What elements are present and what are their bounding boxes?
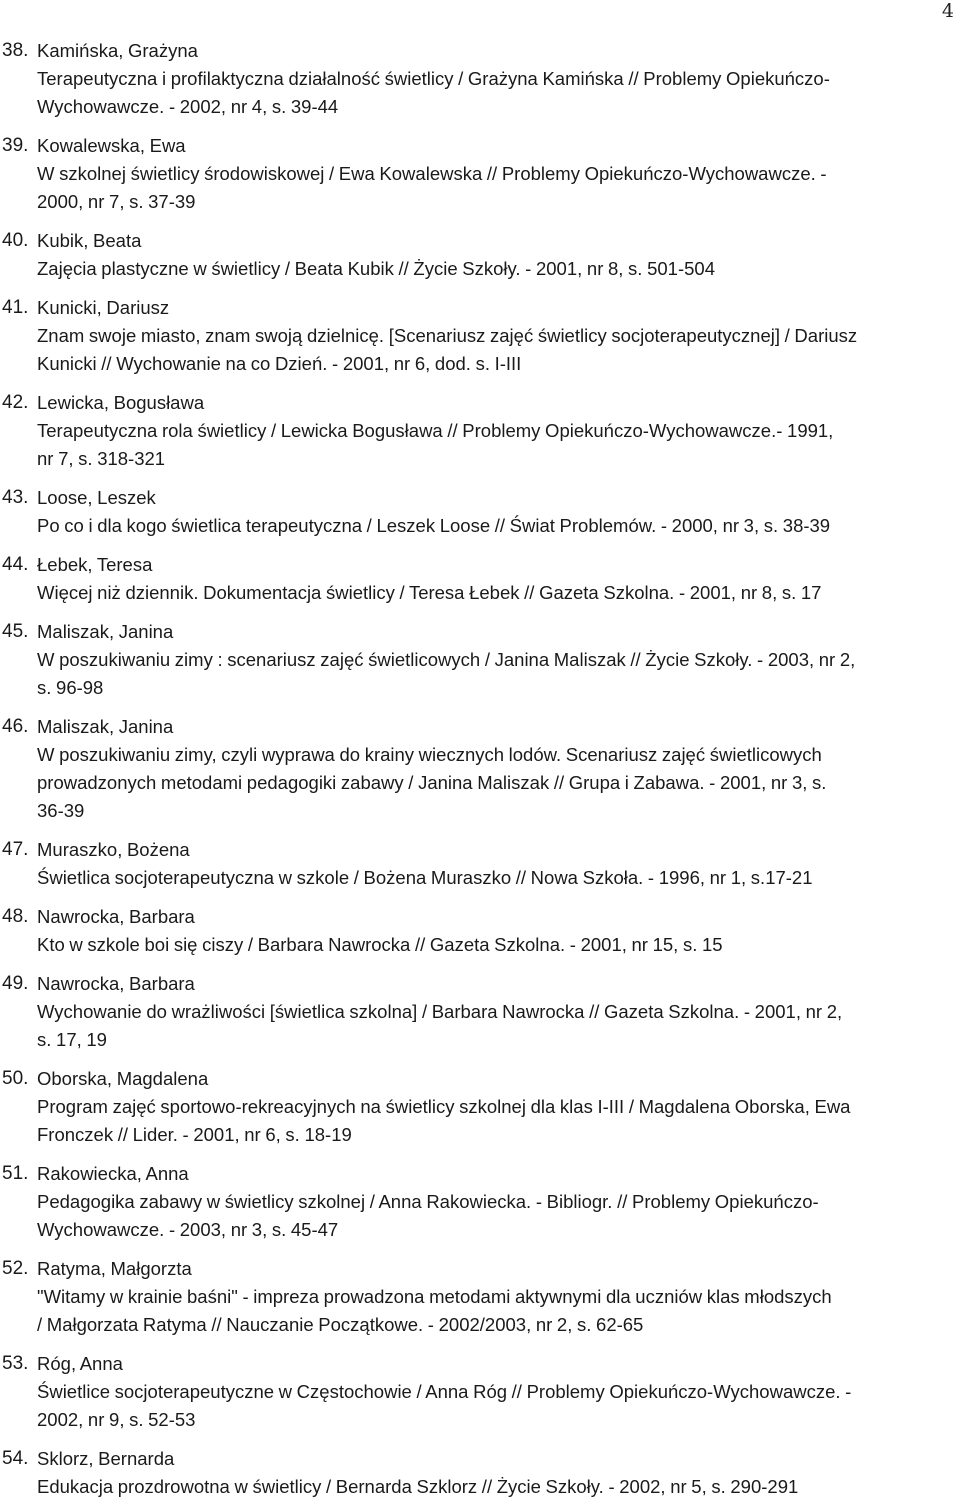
- entry-description-line: Więcej niż dziennik. Dokumentacja świetlicy / Teresa Łebek // Gazeta Szkolna. - 2001, nr 8, s. 17: [37, 582, 822, 603]
- bibliography-entry: [0, 227, 960, 283]
- entry-author: Róg, Anna: [37, 1353, 123, 1374]
- bibliography-entry: [0, 618, 960, 702]
- bibliography-entry: [0, 903, 960, 959]
- bibliography-entry: [0, 1065, 960, 1149]
- entry-number: 39.: [2, 135, 29, 156]
- entry-author: Nawrocka, Barbara: [37, 973, 195, 994]
- bibliography-entry: [0, 551, 960, 607]
- bibliography-entry: [0, 713, 960, 825]
- entry-author: Oborska, Magdalena: [37, 1068, 209, 1089]
- entry-description-line: Terapeutyczna rola świetlicy / Lewicka Bogusława // Problemy Opiekuńczo-Wychowawcze.- 1991,: [37, 420, 834, 441]
- entry-author: Lewicka, Bogusława: [37, 392, 205, 413]
- entry-description-line: / Małgorzata Ratyma // Nauczanie Początkowe. - 2002/2003, nr 2, s. 62-65: [37, 1314, 644, 1335]
- entry-description-line: 2002, nr 9, s. 52-53: [37, 1409, 196, 1430]
- entry-number: 51.: [2, 1163, 29, 1184]
- entry-author: Nawrocka, Barbara: [37, 906, 195, 927]
- entry-number: 41.: [2, 297, 29, 318]
- entry-description-line: Terapeutyczna i profilaktyczna działalność świetlicy / Grażyna Kamińska // Problemy Opiekuńczo-: [37, 68, 830, 89]
- entry-description-line: W szkolnej świetlicy środowiskowej / Ewa Kowalewska // Problemy Opiekuńczo-Wychowawcze. -: [37, 163, 827, 184]
- entry-author: Kamińska, Grażyna: [37, 40, 198, 61]
- entry-description-line: "Witamy w krainie baśni" - impreza prowadzona metodami aktywnymi dla uczniów klas młodszych: [37, 1286, 832, 1307]
- bibliography-entry: [0, 389, 960, 473]
- entry-description-line: Fronczek // Lider. - 2001, nr 6, s. 18-19: [37, 1124, 352, 1145]
- entry-number: 42.: [2, 392, 29, 413]
- entry-number: 53.: [2, 1353, 29, 1374]
- bibliography-entry: [0, 132, 960, 216]
- entry-description-line: nr 7, s. 318-321: [37, 448, 166, 469]
- entry-description-line: s. 17, 19: [37, 1029, 107, 1050]
- entry-number: 50.: [2, 1068, 29, 1089]
- entry-number: 52.: [2, 1258, 29, 1279]
- entry-number: 49.: [2, 973, 29, 994]
- entry-description-line: s. 96-98: [37, 677, 104, 698]
- entry-description-line: prowadzonych metodami pedagogiki zabawy / Janina Maliszak // Grupa i Zabawa. - 2001, nr 3, s.: [37, 772, 827, 793]
- entry-description-line: Program zajęć sportowo-rekreacyjnych na świetlicy szkolnej dla klas I-III / Magdalena Oborska, Ewa: [37, 1096, 851, 1117]
- bibliography-entry: [0, 1255, 960, 1339]
- entry-description-line: Wychowawcze. - 2003, nr 3, s. 45-47: [37, 1219, 339, 1240]
- entry-description-line: 2000, nr 7, s. 37-39: [37, 191, 196, 212]
- entry-author: Kunicki, Dariusz: [37, 297, 170, 318]
- entry-description-line: W poszukiwaniu zimy : scenariusz zajęć świetlicowych / Janina Maliszak // Życie Szkoły. - 2003, nr 2,: [37, 649, 856, 670]
- entry-description-line: Znam swoje miasto, znam swoją dzielnicę. [Scenariusz zajęć świetlicy socjoterapeutycznej] / Dariusz: [37, 325, 858, 346]
- entry-author: Sklorz, Bernarda: [37, 1448, 175, 1469]
- entry-author: Kubik, Beata: [37, 230, 142, 251]
- entry-description-line: Wychowawcze. - 2002, nr 4, s. 39-44: [37, 96, 339, 117]
- entry-number: 44.: [2, 554, 29, 575]
- entry-number: 43.: [2, 487, 29, 508]
- entry-description-line: Pedagogika zabawy w świetlicy szkolnej / Anna Rakowiecka. - Bibliogr. // Problemy Opiekuńczo-: [37, 1191, 819, 1212]
- entry-author: Rakowiecka, Anna: [37, 1163, 189, 1184]
- entry-description-line: Kto w szkole boi się ciszy / Barbara Nawrocka // Gazeta Szkolna. - 2001, nr 15, s. 15: [37, 934, 723, 955]
- bibliography-entry: [0, 1350, 960, 1434]
- entry-description-line: 36-39: [37, 800, 85, 821]
- entry-number: 54.: [2, 1448, 29, 1469]
- bibliography-list: [0, 37, 960, 1501]
- entry-description-line: Zajęcia plastyczne w świetlicy / Beata Kubik // Życie Szkoły. - 2001, nr 8, s. 501-504: [37, 258, 715, 279]
- bibliography-entry: [0, 836, 960, 892]
- entry-author: Loose, Leszek: [37, 487, 156, 508]
- page-number: 4: [941, 0, 954, 22]
- entry-description-line: W poszukiwaniu zimy, czyli wyprawa do krainy wiecznych lodów. Scenariusz zajęć świetlicowych: [37, 744, 822, 765]
- entry-description-line: Świetlica socjoterapeutyczna w szkole / Bożena Muraszko // Nowa Szkoła. - 1996, nr 1, s.17-21: [37, 867, 813, 888]
- bibliography-entry: [0, 294, 960, 378]
- entry-number: 40.: [2, 230, 29, 251]
- entry-description-line: Po co i dla kogo świetlica terapeutyczna / Leszek Loose // Świat Problemów. - 2000, nr 3, s. 38-39: [37, 515, 831, 536]
- entry-description-line: Kunicki // Wychowanie na co Dzień. - 2001, nr 6, dod. s. I-III: [37, 353, 522, 374]
- bibliography-entry: [0, 1160, 960, 1244]
- entry-author: Maliszak, Janina: [37, 621, 174, 642]
- entry-number: 38.: [2, 40, 29, 61]
- entry-number: 47.: [2, 839, 29, 860]
- bibliography-entry: [0, 37, 960, 121]
- entry-number: 48.: [2, 906, 29, 927]
- entry-description-line: Edukacja prozdrowotna w świetlicy / Bernarda Szklorz // Życie Szkoły. - 2002, nr 5, s. 290-291: [37, 1476, 799, 1497]
- entry-description-line: Wychowanie do wrażliwości [świetlica szkolna] / Barbara Nawrocka // Gazeta Szkolna. - 2001, nr 2,: [37, 1001, 843, 1022]
- entry-author: Maliszak, Janina: [37, 716, 174, 737]
- bibliography-entry: [0, 970, 960, 1054]
- entry-author: Kowalewska, Ewa: [37, 135, 186, 156]
- entry-author: Muraszko, Bożena: [37, 839, 190, 860]
- bibliography-entry: [0, 484, 960, 540]
- entry-number: 45.: [2, 621, 29, 642]
- entry-author: Ratyma, Małgorzta: [37, 1258, 192, 1279]
- entry-number: 46.: [2, 716, 29, 737]
- bibliography-entry: [0, 1445, 960, 1501]
- entry-author: Łebek, Teresa: [37, 554, 153, 575]
- entry-description-line: Świetlice socjoterapeutyczne w Częstochowie / Anna Róg // Problemy Opiekuńczo-Wychowawcze. -: [37, 1381, 852, 1402]
